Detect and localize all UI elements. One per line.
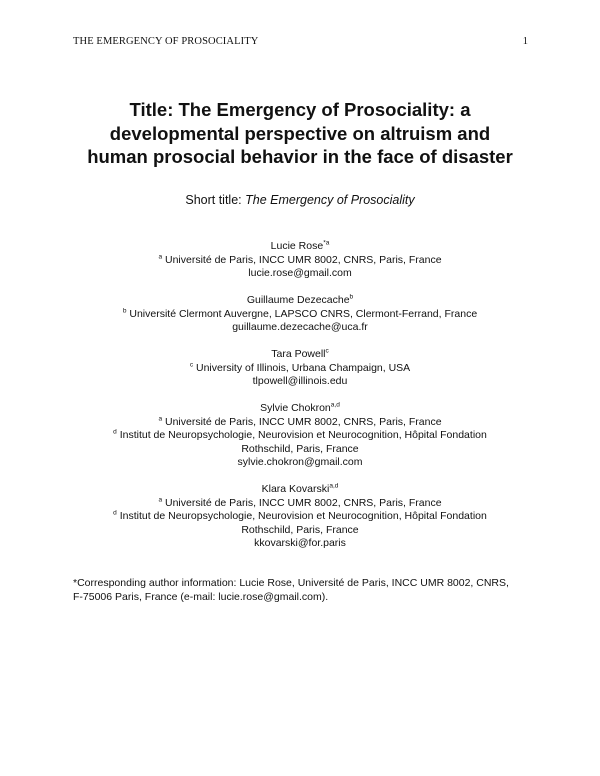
author-superscript: a,d xyxy=(329,482,339,490)
paper-title-line: developmental perspective on altruism and xyxy=(109,122,491,144)
paper-title xyxy=(40,98,560,169)
affiliation-superscript: b xyxy=(122,307,127,314)
author-name-line xyxy=(60,348,540,362)
author-block xyxy=(60,348,540,389)
author-superscript: *a xyxy=(323,239,330,247)
author-block xyxy=(60,483,540,551)
author-name-line xyxy=(60,483,540,497)
paper-title-line: human prosocial behavior in the face of disaster xyxy=(87,146,513,167)
affiliation-text: University of Illinois, Urbana Champaign, USA xyxy=(193,361,411,374)
short-title-label: Short title: xyxy=(185,193,246,207)
affiliation-text: Institut de Neuropsychologie, Neurovision et Neurocognition, Hôpital Fondation xyxy=(116,429,487,441)
affiliation-line xyxy=(60,254,540,268)
author-block xyxy=(60,294,540,335)
affiliation-superscript: c xyxy=(189,361,194,368)
running-head: THE EMERGENCY OF PROSOCIALITY xyxy=(73,36,259,47)
affiliation-superscript: d xyxy=(113,509,117,517)
author-name: Sylvie Chokron xyxy=(260,402,331,414)
paper-title-line: Title: The Emergency of Prosociality: a xyxy=(129,99,471,120)
affiliation-line xyxy=(60,416,540,430)
footnote-line: *Corresponding author information: Lucie Rose, Université de Paris, INCC UMR 8002, CNRS, xyxy=(73,577,509,589)
author-list xyxy=(60,240,540,564)
affiliation-superscript: a xyxy=(158,415,163,422)
author-name: Tara Powell xyxy=(271,348,326,360)
affiliation-line xyxy=(60,510,540,524)
short-title xyxy=(0,193,600,207)
affiliation-line xyxy=(60,429,540,443)
corresponding-author-footnote xyxy=(73,576,543,604)
affiliation-text: Rothschild, Paris, France xyxy=(241,523,359,536)
author-email: tlpowell@illinois.edu xyxy=(252,375,348,387)
author-name-line xyxy=(60,402,540,416)
footnote-line: F-75006 Paris, France (e-mail: lucie.rose@gmail.com). xyxy=(73,591,329,603)
affiliation-line xyxy=(60,308,540,322)
affiliation-line xyxy=(60,524,540,538)
affiliation-line xyxy=(60,497,540,511)
page-number: 1 xyxy=(522,36,528,47)
affiliation-line xyxy=(60,443,540,457)
author-email: guillaume.dezecache@uca.fr xyxy=(232,321,368,333)
author-block xyxy=(60,402,540,470)
author-name-line xyxy=(60,294,540,308)
author-name: Klara Kovarski xyxy=(261,483,330,495)
affiliation-text: Université de Paris, INCC UMR 8002, CNRS, Paris, France xyxy=(162,496,442,509)
author-superscript: a,d xyxy=(330,401,340,409)
author-email: lucie.rose@gmail.com xyxy=(248,267,352,279)
affiliation-text: Institut de Neuropsychologie, Neurovision et Neurocognition, Hôpital Fondation xyxy=(116,510,487,522)
affiliation-text: Rothschild, Paris, France xyxy=(241,442,359,455)
author-superscript: b xyxy=(349,293,354,301)
author-name-line xyxy=(60,240,540,254)
short-title-text: The Emergency of Prosociality xyxy=(245,193,415,207)
author-superscript: c xyxy=(325,347,329,355)
affiliation-superscript: a xyxy=(158,253,163,260)
affiliation-text: Université de Paris, INCC UMR 8002, CNRS, Paris, France xyxy=(162,415,442,428)
author-email: sylvie.chokron@gmail.com xyxy=(237,456,363,468)
affiliation-text: Université Clermont Auvergne, LAPSCO CNRS, Clermont-Ferrand, France xyxy=(126,307,478,320)
author-name: Lucie Rose xyxy=(270,240,324,252)
affiliation-superscript: d xyxy=(113,428,117,436)
author-block xyxy=(60,240,540,281)
affiliation-superscript: a xyxy=(158,496,163,503)
author-name: Guillaume Dezecache xyxy=(246,294,350,306)
affiliation-text: Université de Paris, INCC UMR 8002, CNRS, Paris, France xyxy=(162,253,442,266)
affiliation-line xyxy=(60,362,540,376)
author-email: kkovarski@for.paris xyxy=(254,537,346,549)
